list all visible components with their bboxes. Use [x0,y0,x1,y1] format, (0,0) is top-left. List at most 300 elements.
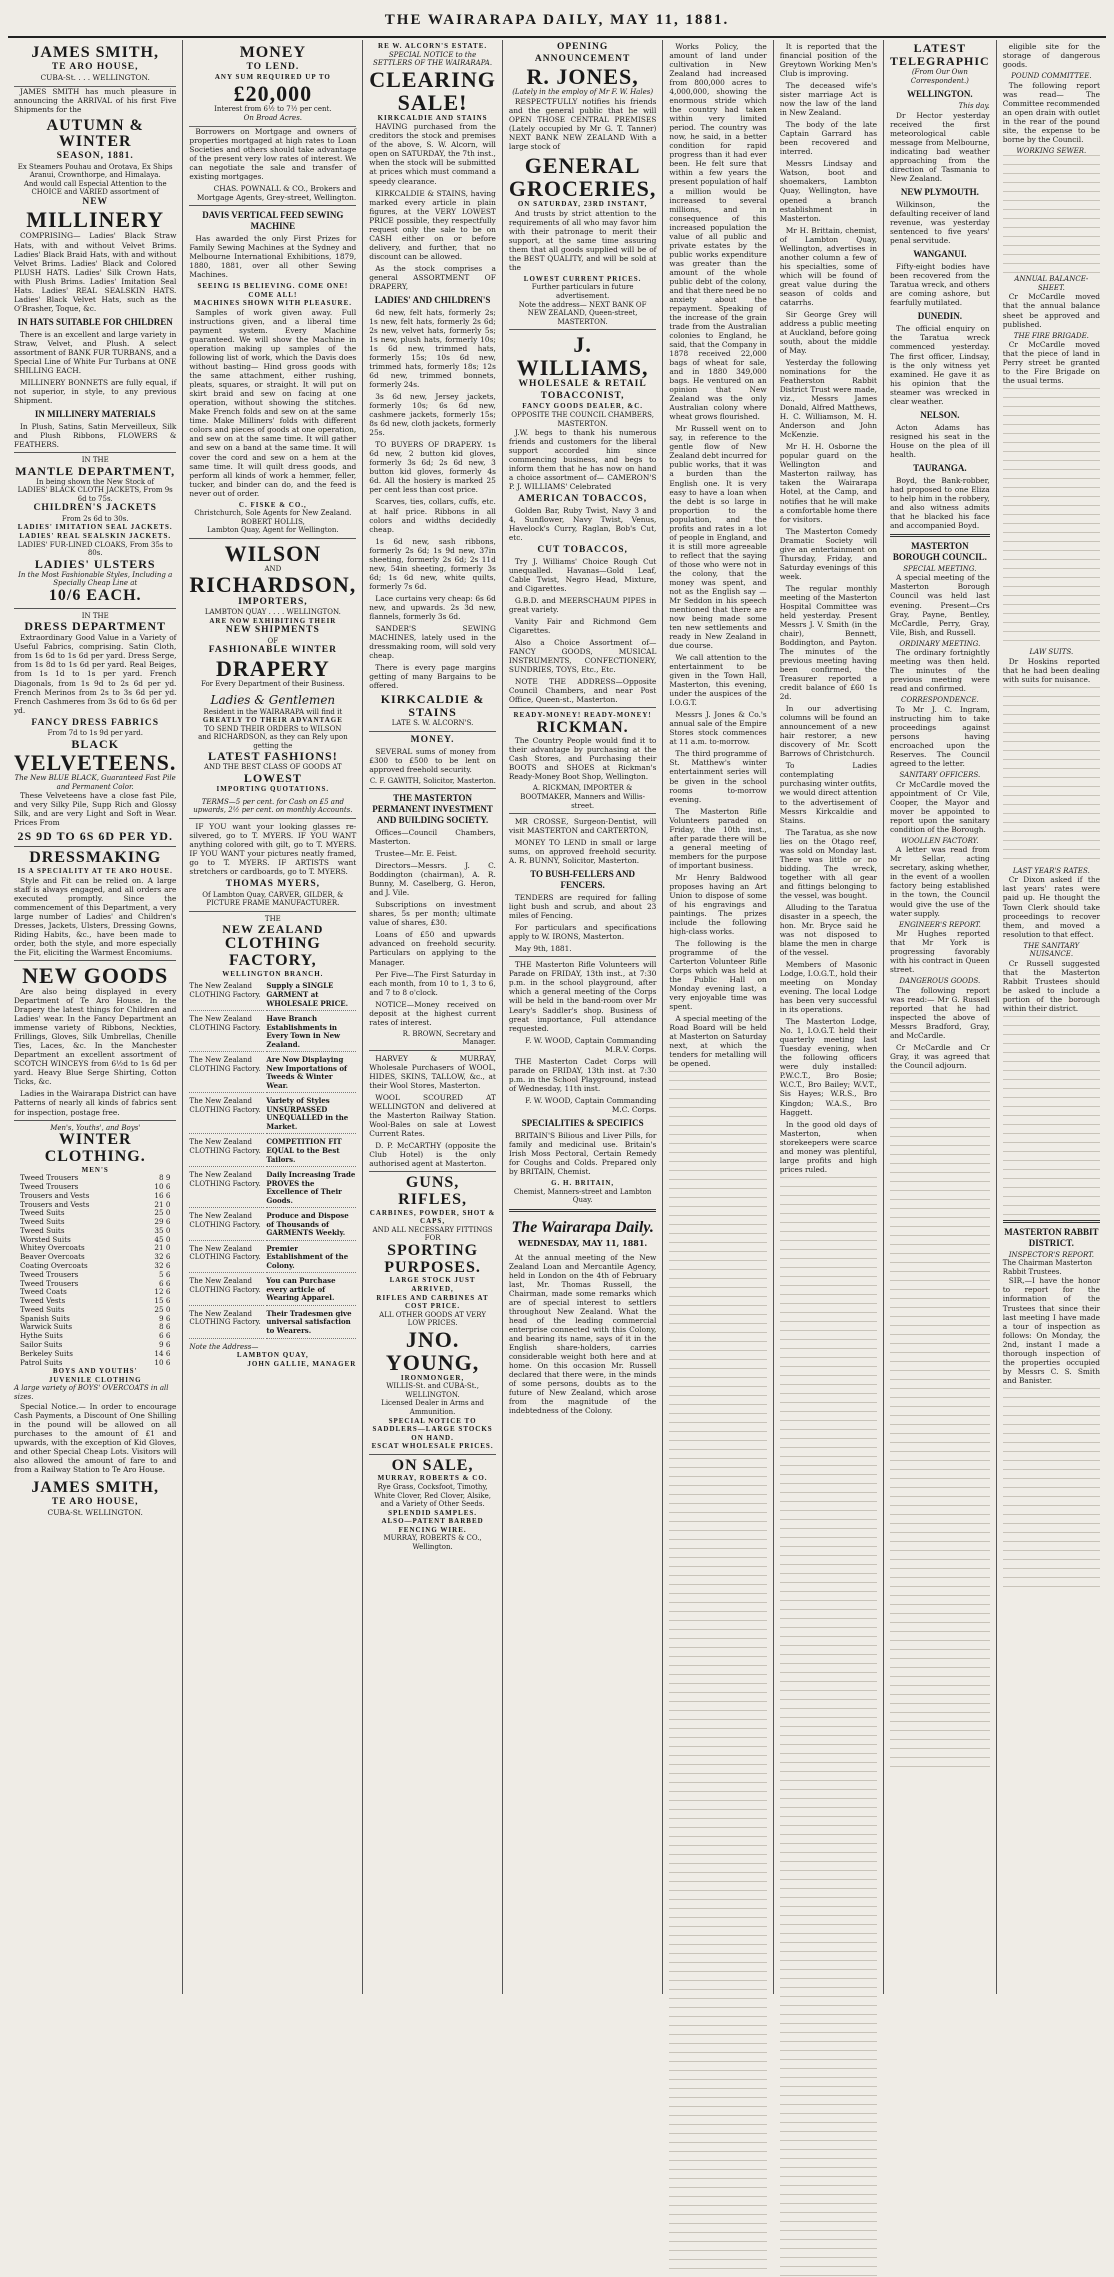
engineers-text: Mr Hughes reported that Mr York is progressing favorably with his contract in Queen street. [890,929,990,975]
dress-text: Extraordinary Good Value in a Variety of Useful Fabrics, comprising. Satin Cloth, from 1s 6d to 1s 6d per yard. Dress Serge, from 1s 8d to 1s 6d per yard. Real Beiges, from 1s 1d to 1s per yard. French Diagonals, from 1s 9d to 2s 6d per yd. French Merinos from 2s to 3s 6d per yd. French Cashmeres from 3s 6d to 6s 6d per yd. [14,633,177,715]
millinery-heading: MILLINERY [26,207,165,233]
text-block [1003,155,1100,275]
wellington: WELLINGTON. [907,89,973,100]
country: The Country People would find it to their advantage by purchasing at the Cash Stores, and Purchasing their BOOTS and SHOES at Rickman's Ready-Money Boot Shop, Wellington. [508,736,657,782]
dressmaking-text: Style and Fit can be relied on. A large staff is always engaged, and all orders are executed promptly. Since the commencement of this Department, a very large number of Ladies' and Children's Dresses, Jackets, Ulsters, Dressing Gowns, Riding Habits, &c., have been made to order, both the style, and more especially the Fit, eliciting the Warmest Encomiums. [14,875,177,957]
factory-right: Have Branch Establishments in Every Town in New Zealand. [266,1013,356,1052]
money-text: Borrowers on Mortgage and owners of properties mortgaged at high rates to Loan Societies and others should take advantage of the present very low rates of interest. We can negotiate the sale and transfer of existing mortgages. [189,127,357,182]
ships-text: Ex Steamers Pouhau and Orotava, Ex Ships Aranui, Crownthorpe, and Himalaya. [17,162,173,180]
myers: THOMAS MYERS, [225,878,320,889]
factory-right: Are Now Displaying New Importations of Tweeds & Winter Wear. [266,1054,356,1093]
fancy-dealer: FANCY GOODS DEALER, &C. [522,402,644,411]
ulsters-sub: In the Most Fashionable Styles, Including a Specially Cheap Line at [18,570,173,588]
interest: Interest from 6½ to 7½ per cent. [214,105,332,113]
bush: TO BUSH-FELLERS AND FENCERS. [530,869,636,891]
third: The third programme of St. Matthew's winter entertainment series will be given in the school rooms to-morrow evening. [669,749,767,804]
price-item: Tweed Suits [20,1217,65,1227]
groceries: GENERAL GROCERIES, [508,152,657,202]
factory-left: The New Zealand CLOTHING Factory. [189,1095,264,1134]
np-text: Wilkinson, the defaulting receiver of land revenue, was yesterday sentenced to five years' penal servitude. [890,200,990,246]
column-5 [663,40,773,1994]
williams: J. WILLIAMS, [516,332,649,381]
insolvency: In our advertising columns will be found an announcement of a new hair restorer, a new discovery of Mr. Scott Barrows of Christchurch. [779,704,878,759]
mantle-items: LADIES' BLACK CLOTH JACKETS, From 9s 6d to 75s. [17,486,173,503]
thornton: Messrs Lindsay and Watson, boot and shoemakers, Lambton Quay, Wellington, have opened a branch establishment in Masterton. [779,159,878,223]
dressmaking-sub: IS A SPECIALITY AT TE ARO HOUSE. [17,867,173,876]
firm-address: CUBA-St. . . . WELLINGTON. [40,73,150,83]
price-value: 15 6 [154,1296,171,1306]
ordinary: ORDINARY MEETING. [899,639,981,648]
price-value: 6 6 [158,1278,171,1288]
factory-left: The New Zealand CLOTHING Factory. [189,980,264,1011]
importing: IMPORTING QUOTATIONS. [216,785,330,794]
young-addr: WILLIS-St. and CUBA-St., WELLINGTON. [386,1382,479,1399]
law-text: Dr Hoskins reported that he had been dealing with suits for nuisance. [1002,656,1101,684]
rifle-parade: THE Masterton Rifle Volunteers will Parade on FRIDAY, 13th inst., at 7:30 p.m. in the school playground, after which a general meeting of the Corps will be held in the band-room over Mr Leary's Saddler's shop. Business of great importance, Full attendance requested. [508,960,657,1033]
sanitary-text: Cr McCardle moved the appointment of Cr Vile, Cooper, the Mayor and mover be appointed to report upon the sanitary condition of the Borough. [890,779,990,834]
choice-text: And would call Especial Attention to the CHOICE and VARIED assortment of [23,179,167,197]
price-value: 8 6 [158,1322,171,1332]
ulsters-price: 10/6 EACH. [48,586,142,604]
woollen-text: A letter was read from Mr Sellar, acting secretary, asking whether, in the event of a woollen factory being established in the town, the Council would give the use of the water supply. [890,845,990,918]
other-goods: ALL OTHER GOODS AT VERY LOW PRICES. [379,1310,486,1328]
mccarthy: D. P. McCARTHY (opposite the Club Hotel) is the only authorised agent at Masterton. [369,1141,496,1169]
council: MASTERTON BOROUGH COUNCIL. [892,540,987,562]
dress-heading: DRESS DEPARTMENT [24,619,167,634]
manager: JOHN GALLIE, MANAGER [247,1359,357,1368]
price-value: 8 9 [158,1173,171,1183]
for-every: For Every Department of their Business. [200,679,345,688]
lambton: LAMBTON QUAY . . . . WELLINGTON. [204,608,341,617]
blind: In the good old days of Masterton, when storekeepers were scarce and money was plentiful, large profits and high prices ruled. [779,1119,878,1174]
samples: SPLENDID SAMPLES. [388,1508,478,1517]
tenders: TENDERS are required for falling light bush and scrub, and about 23 miles of Fencing. [508,893,657,921]
concerts: We call attention to the entertainment to be given in the Town Hall, Masterton, this evening, under the auspices of the I.O.G.T. [669,653,767,708]
clearing-sale: CLEARING SALE! [369,66,496,115]
mantle-pre: IN THE [81,456,109,465]
further: Further particulars in future advertisement. [531,283,634,300]
article2: Mr Russell went on to say, in reference to the gentle flow of New Zealand debt incurred for public works, that it was a burden than the English one. It is very easy to have a loan when the debt is so large in proportion to the population, and the profits and rates in a lot of people in England, and it is still more agreeable to reflect that the saying of those who were not in the colony, that the money was spent, and not as the English say — Mr Seddon in his speech mentioned that there are now being made some ten new settlements and ready in New Zealand in due course. [669,424,767,651]
price-value: 12 6 [154,1287,171,1297]
club: It is reported that the financial position of the Greytown Working Men's Club is improving. [779,42,878,79]
price-item: Berkeley Suits [20,1348,73,1358]
price-item: Spanish Suits [20,1313,70,1323]
seeing-believing: SEEING IS BELIEVING. COME ONE! COME ALL! [197,282,349,299]
price-item: Tweed Trousers [20,1278,79,1288]
woods: F. W. WOOD, Captain Commanding M.R.V. Corps. [525,1035,657,1054]
nominations: Yesterday the following nominations for the Featherston Rabbit District Trust were made, viz., Messrs James Donald, Alfred Matthews, H. C. Williamson, M. H. Anderson and John McKenzie. [779,358,878,440]
on-sale: ON SALE, [391,1456,474,1474]
price-item: Tweed Trousers [20,1269,79,1279]
text-block [1003,687,1100,867]
price-value: 9 6 [158,1313,171,1323]
boys-heading: BOYS AND YOUTHS' [52,1367,138,1376]
also: Also a Choice Assortment of— FANCY GOODS, MUSICAL INSTRUMENTS, CONFECTIONERY, SUNDRIES, TOYS, Etc., Etc. [508,637,657,674]
clothing-factory: CLOTHING FACTORY, [224,935,321,970]
lowest: LOWEST [243,771,302,786]
column-3 [363,40,503,1994]
season-year: SEASON, 1881. [56,151,134,162]
davis-more: Samples of work given away. Full instructions given, and a liberal time payment system. Every Machine guaranteed. We will show the Machine in operation making up samples of the following list of work, which the Davis does without basting— Hind gross goods with the same attachment, either rushing, pleats, squares, or straight. It will put on skirt braid and sew on facing at one operation, without showing the stitches. Make French folds and sew on at the same time. Make Milliners' folds with different colors and pieces of goods at one operation, and sew on at the same time. It will gather and sew on a band at the same time. It will cover the cord and sew on a hem at the same time. It will quilt dress goods, and perform all kinds of work a hemmer, feller, tucker, and binder can do, and the feed is never out of order. [189,308,357,498]
exhibiting: ARE NOW EXHIBITING THEIR [209,616,337,625]
velveteens-text: These Velveteens have a close fast Pile, and very Silky Pile, Supp Rich and Glossy Silk, and are very Light and Soft in Wear. Prices From [14,791,177,828]
loan-amount: £20,000 [233,80,313,106]
factory-left: The New Zealand CLOTHING Factory. [189,1210,264,1241]
factory-left: The New Zealand CLOTHING Factory. [189,1243,264,1274]
intro-text: JAMES SMITH has much pleasure in announcing the ARRIVAL of his first Five Shipments for the [14,87,177,115]
text-block [1003,1388,1100,1588]
price-value: 10 6 [154,1181,171,1191]
send-orders: TO SEND THEIR ORDERS to WILSON [204,724,342,733]
new-shipments: NEW SHIPMENTS [225,625,320,636]
specialities: SPECIALITIES & SPECIFICS [521,1117,644,1128]
latest-fashions: LATEST FASHIONS! [208,749,338,764]
cricket: The following is the programme of the Carterton Volunteer Rifle Corps which was held at the Public Hall on Monday evening last, a very enjoyable time was spent. [669,939,767,1012]
telegrams-sub: (From Our Own Correspondent.) [910,68,969,85]
of-label: OF [267,636,279,645]
price-item: Warwick Suits [20,1322,73,1332]
price-value: 25 0 [154,1208,171,1218]
concert: The Masterton Comedy Dramatic Society will give an entertainment on Thursday, Friday, and Saturday evenings of this week. [779,526,878,581]
committee-text: The following report was read— The Committee recommended an open drain with outlet in the rear of the pound site, the expense to be borne by the Council. [1002,80,1101,144]
note-addr: NOTE THE ADDRESS—Opposite Council Chambers, and near Post Office, Queen-st., Masterton. [508,676,657,704]
sale-items: Rye Grass, Cocksfoot, Timothy, White Clover, Red Clover, Alsike, and a Variety of Other Seeds. [374,1482,491,1509]
wan-text: Fifty-eight bodies have been recovered from the Taratua wreck, and others are coming ashore, but fearfully mutilated. [890,262,990,308]
footer-house: TE ARO HOUSE, [51,1496,139,1507]
per-five: Per Five—The First Saturday in each month, from 10 to 1, 3 to 6, and 7 to 8 o'clock. [369,969,496,997]
address-note: Note the address— NEXT BANK OF NEW ZEALAND, Queen-street, MASTERTON. [518,300,647,326]
fur-cloaks: LADIES' FUR-LINED CLOAKS, From 35s to 80s. [17,540,173,558]
lace: Lace curtains very cheap: 6s 6d new, and upwards. 2s 3d new, flannels, formerly 3s 6d. [369,593,496,621]
ladies-text: 6d new, felt hats, formerly 2s; 1s new, felt hats, formerly 2s 6d; 2s new, velvet hats, formerly 5s; 1s new, plush hats, formerly 10s; 1s 6d new, trimmed hats, formerly 15s; 10s 6d new, trimmed hats, formerly 18s; 12s 6d new, trimmed bonnets, formerly 24s. [369,307,496,390]
tenders2: For particulars and specifications apply to W. IRONS, Masterton. [508,923,657,942]
text-block [890,1073,990,1773]
new-plymouth: NEW PLYMOUTH. [900,187,979,198]
davis-text: Has awarded the only First Prizes for Family Sewing Machines at the Sydney and Melbourne International Exhibitions, 1879, 1880, 1881, over all other Sewing Machines. [189,234,357,280]
hats-text: There is an excellent and large variety in Straw, Velvet, and Plush. A select assortment of BANK FUR TURBANS, and a Special Line of White Fur Turbans at ONE SHILLING EACH. [14,329,177,375]
ladies-gentlemen: Ladies & Gentlemen [210,693,336,708]
sporting: SPORTING PURPOSES. [384,1241,481,1276]
cadets: THE Masterton Cadet Corps will parade on FRIDAY, 13th inst. at 7:30 p.m. in the School Playground, instead of Wednesday, 11th inst. [508,1056,657,1093]
special-notice-settlers: SPECIAL NOTICE to the SETTLERS OF THE WAIRARAPA. [373,50,493,68]
column-4 [503,40,664,1994]
mantle-text: In being shown the New Stock of [36,477,155,486]
column-1 [8,40,183,1994]
factory-grid [189,980,356,1338]
price-value: 35 0 [154,1225,171,1235]
note-addr: Note the Address— [189,1342,259,1351]
factory-right: Variety of Styles UNSURPASSED UNEQUALLED in the Market. [266,1095,356,1134]
new-goods-text: Are also being displayed in every Department of Te Aro House. In the Drapery the latest things for Children and Ladies' wear. In the Fancy Department an immense variety of Ribbons, Neckties, Frillings, Gloves, Silk Umbrellas, Chenille Ties, Laces, &c. In the Manchester Department an excellent assortment of SCOTCH WINCEYS from 6½d to 1s 6d per yard. Heavy Blue Serge Shirting, Cotton Ticks, &c. [14,987,177,1087]
tenders-date: May 9th, 1881. [514,944,572,954]
paper-title: The Wairarapa Daily. [511,1218,654,1236]
jerseys: 3s 6d new, Jersey jackets, formerly 10s; 6s 6d new, cashmere jackets, formerly 15s; 8s 6d new, cloth jackets, formerly 25s. [369,392,496,438]
rickman: RICKMAN. [536,718,629,736]
black-label: BLACK [71,736,120,751]
price-item: Tweed Suits [20,1208,65,1218]
murray2: MURRAY, ROBERTS & CO., Wellington. [383,1534,482,1551]
kirk-text: HAVING purchased from the creditors the stock and premises of the above, S. W. Alcorn, will open on SATURDAY, the 7th inst., when the stock will be submitted at prices which must command a speedy clearance. [369,122,496,186]
rabbit-chairman: The Chairman Masterton Rabbit Trustees. [1002,1259,1093,1276]
dateline: WEDNESDAY, MAY 11, 1881. [518,1238,648,1249]
columns [8,40,1106,1994]
text-block [1003,1016,1100,1216]
factory-right: You can Purchase every article of Wearing Apparel. [266,1275,356,1306]
price-item: Tweed Coats [20,1287,67,1297]
clothing-heading: CLOTHING. [44,1147,146,1165]
price-value: 29 6 [154,1217,171,1227]
price-item: Sailor Suits [20,1340,63,1350]
the-label: THE [264,914,281,923]
richardson: RICHARDSON, [189,572,357,598]
licensed: Licensed Dealer in Arms and Ammunition. [381,1399,484,1416]
ready-money: READY-MONEY! READY-MONEY! [513,711,652,719]
woollen: WOOLLEN FACTORY. [901,836,979,845]
large-stock: LARGE STOCK JUST ARRIVED, [389,1276,476,1294]
price-item: Beaver Overcoats [20,1252,85,1262]
needful: AND ALL NECESSARY FITTINGS FOR [372,1225,493,1243]
velveteens-sub: The New BLUE BLACK, Guaranteed Fast Pile and Permanent Color. [14,774,176,791]
juvenile-heading: JUVENILE CLOTHING [48,1375,142,1384]
dangerous-text: The following report was read:— Mr G. Russell reported that he had inspected the above of Messrs Bradford, Gray, and McCardle. [890,985,990,1040]
money2: MONEY. [410,735,455,745]
last-text: Cr Dixon asked if the last years' rates were paid up. He thought the Town Clerk should take proceedings to recover them, and moved a resolution to that effect. [1002,875,1101,939]
myers-addr: Of Lambton Quay, CARVER, GILDER, & PICTURE FRAME MANUFACTURER. [202,890,344,908]
fiske-addr: Christchurch, Sole Agents for New Zealand. ROBERT HOLLIS, [194,509,352,526]
wool: WOOL SCOURED AT WELLINGTON and delivered at the Masterton Railway Station. Wool-Bales on sale at Lowest Current Rates. [369,1092,496,1139]
wanganui: WANGANUI. [913,249,967,260]
price-item: Coating Overcoats [20,1261,88,1270]
and-rich: and RICHARDSON, as they can Rely upon getting the [198,733,348,750]
dunedin: DUNEDIN. [917,311,962,322]
price-item: Tweed Suits [20,1225,65,1235]
corr-text: To Mr J. C. Ingram, instructing him to take proceedings against persons having encroached upon the Reserves. The Council agreed to the letter. [890,704,990,769]
special-notice: Special Notice.— In order to encourage Cash Payments, a Discount of One Shilling in the pound will be allowed on all purchases to the amount of £1 and upwards, with the exception of Kid Gloves, and other Special Cheap Lots. Visitors will also allowed the amount of fare to and from a Railway Station to Te Aro House. [14,1401,177,1474]
factory-left: The New Zealand CLOTHING Factory. [189,1169,264,1208]
several: SEVERAL sums of money from £300 to £500 to be lent on approved freehold security. [369,746,496,774]
grey: Sir George Grey will address a public meeting at Auckland, before going south, about the middle of May. [779,309,878,355]
factory-left: The New Zealand CLOTHING Factory. [189,1275,264,1306]
lowest-current: LOWEST CURRENT PRICES. [523,274,642,283]
ulsters-heading: LADIES' ULSTERS [34,556,156,571]
on-broad: On Broad Acres. [243,113,303,122]
price-row [14,1359,176,1368]
pipes: G.B.D. and MEERSCHAUM PIPES in great variety. [508,595,657,614]
annual-text: Cr McCardle moved that the annual balance sheet be approved and published. [1002,292,1101,329]
dressmaking-heading: DRESSMAKING [29,849,162,867]
assortment: As the stock comprises a general ASSORTMENT OF DRAPERY, [369,263,496,291]
road: A special meeting of the Road Board will be held at Masterton on Saturday next, at which the tenders for metalling will be opened. [669,1014,767,1069]
on-sat: ON SATURDAY, 23RD INSTANT, [517,200,648,209]
council-special: SPECIAL MEETING. [903,564,977,573]
tauranga: TAURANGA. [913,462,967,473]
millinery-items: COMPRISING— Ladies' Black Straw Hats, with and without Velvet Brims. Ladies' Black Braid Hats, with and without Velvet Brims. Ladies' Black and Colored PLUSH HATS. Ladies' Silk Crown Hats, with Plush Brims. Ladies' Imitation Seal Hats. Ladies' REAL SEALSKIN HATS. Ladies' Black Velvet Hats, such as the O'Brasher, Toque, &c. [14,231,177,313]
annual: ANNUAL BALANCE-SHEET. [1014,275,1089,292]
boots: Messrs J. Jones & Co.'s annual sale of the Empire Stores stock commences at 11 a.m. to-morrow. [669,710,767,747]
fiske: C. FISKE & CO., [238,500,307,509]
bonnets-text: MILLINERY BONNETS are fully equal, if not superior, in style, to any previous Shipment. [14,377,177,405]
mantle-heading: MANTLE DEPARTMENT, [15,463,176,478]
trustee: Trustee—Mr. E. Feist. [375,849,458,859]
silks: Scarves, ties, collars, cuffs, etc. at half price. Ribbons in all colors and widths decidedly cheap. [369,497,496,534]
best-class: AND THE BEST CLASS OF GOODS AT [204,763,342,772]
garrard: The body of the late Captain Garrard has been recovered and interred. [779,120,878,157]
new-label: NEW [82,196,109,207]
to-lend: TO LEND. [246,61,300,72]
materials-text: In Plush, Satins, Satin Merveilleux, Silk and Plush Ribbons, FLOWERS & FEATHERS. [14,421,177,449]
dangerous: DANGEROUS GOODS. [899,977,981,986]
eliott: Mr H. Brittain, chemist, of Lambton Quay, Wellington, advertises in another column a few of his specialties, some of which will be found of great value during the season of colds and catarrhs. [779,225,878,307]
price-item: Tweed Trousers [20,1173,79,1183]
opposite: OPPOSITE THE COUNCIL CHAMBERS, MASTERTON. [511,410,654,428]
jones-trust: And trusts by strict attention to the requirements of all who may favor him with their patronage to merit their support, at the same time assuring them that all goods supplied will be of the BEST QUALITY, and will be sold at the [508,208,657,272]
wellington-text: Dr Hector yesterday received the first meteorological cable message from Melbourne, indicating bad weather approaching from the direction of Tasmania to New Zealand. [890,110,990,184]
text-block [1003,388,1100,648]
notice-dep: NOTICE—Money received on deposit at the highest current rates of interest. [369,999,496,1027]
ordinary-text: The ordinary fortnightly meeting was then held. The minutes of the previous meeting were read and confirmed. [890,648,990,694]
price-value: 45 0 [154,1234,171,1244]
cut-text: Try J. Williams' Choice Rough Cut unequalled. Havanas—Gold Leaf, Cable Twist, Negro Head, Mixture, and Cigarettes. [508,556,657,593]
factory-left: The New Zealand CLOTHING Factory. [189,1054,264,1093]
price-value: 14 6 [154,1348,171,1358]
good-templars: Members of Masonic Lodge, I.O.G.T., hold their meeting on Monday evening. The local Lodge has been very successful in its operations. [779,960,878,1015]
brands: Golden Bar, Ruby Twist, Navy 3 and 4, Sunflower, Navy Twist, Venus, Havelock's Curry, Raglan, Bob's Cut, etc. [508,505,657,542]
column-6 [774,40,884,1994]
flannels: 1s 6d new, sash ribbons, formerly 2s 6d; 1s 9d new, 37in sheeting, formerly 2s 6d; 2s 11d new, 54in sheeting, formerly 3s 6d; 1s 6d new, white quilts, formerly 7s 6d. [369,536,496,591]
price-value: 10 6 [154,1357,171,1367]
jones: R. JONES, [526,64,639,90]
price-item: Hythe Suits [20,1331,63,1341]
factory-right: Daily Increasing Trade PROVES the Excellence of Their Goods. [266,1169,356,1208]
dress-pre: IN THE [81,611,109,620]
notice-saddlers: SPECIAL NOTICE TO SADDLERS—LARGE STOCKS ON HAND. [372,1416,493,1442]
late-alcorn: LATE S. W. ALCORN'S. [391,719,474,728]
cr-text: Cr McCardle and Cr Gray, it was agreed that the Council adjourn. [890,1042,990,1071]
reports: The regular monthly meeting of the Masterton Hospital Committee was held yesterday. Present Messrs J. V. Smith (in the chair), Bennett, Boddington, and Payton. The minutes of the previous meeting having been confirmed, the Treasurer reported a credit balance of £60 1s 2d. [779,583,878,702]
fencing: ALSO—PATENT BARBED FENCING WIRE. [381,1517,484,1534]
fashionable-winter: FASHIONABLE WINTER [208,645,337,656]
council-text: A special meeting of the Masterton Borough Council was held last evening. Present—Crs Gray, Payne, Bentley, McCardle, Perry, Gray, Vile, Bish, and Russell. [890,573,990,637]
money-lend: MONEY TO LEND in small or large sums, on approved freehold security. A. R. BUNNY, Solicitor, Masterton. [508,838,657,866]
inspectors: INSPECTOR'S REPORT. [1008,1250,1095,1259]
factory-right: Produce and Dispose of Thousands of GARMENTS Weekly. [266,1210,356,1241]
eligible: eligible site for the storage of dangerous goods. [1002,42,1101,70]
greatly: GREATLY TO THEIR ADVANTAGE [202,716,343,725]
taratua: The Taratua, as she now lies on the Otago reef, was sold on Monday last. There was little or no bidding. The wreck, together with all gear and fittings belonging to the vessel, was bought. [779,827,878,900]
price-item: Tweed Trousers [20,1181,79,1191]
article: Works Policy, the amount of land under cultivation in New Zealand had increased from 800,000 acres to 4,000,000, showing the enormous stride which the country had taken within very limited period. The country was now, he said, in a better condition for rapid progress than it had ever been. He felt sure that within a few years the present population of half a million would be increased to several millions, and in consequence of this increased population the value of all public and private estates by the public works expenditure was greater than the amount of the whole public debt of the colony, and that there need be no anxiety about the repayment. Speaking of the increase of the grain trade from the Australian colonies to England, he said, that the Company in 1878 received 22,000 bags of wheat for sale, and in 1880 349,000 bags. He ventured on an opinion that New Zealand was the only Australian colony where wheat grows flourished. [669,42,767,422]
law: LAW SUITS. [1029,648,1074,657]
factory-left: The New Zealand CLOTHING Factory. [189,1308,264,1339]
column-7 [884,40,997,1994]
price-item: Patrol Suits [20,1357,63,1367]
gloves: TO BUYERS OF DRAPERY. 1s 6d new, 2 button kid gloves, formerly 3s 6d; 2s 6d new, 3 button kid gloves, formerly 4s 6d. All the hosiery is marked 25 per cent less than cost price. [369,440,496,495]
taur-text: Boyd, the Bank-robber, had proposed to one Eliza to help him in the robbery, and also witness admits that he blacked his face and accompanied Boyd. [890,475,990,530]
wellington-date: This day. [958,102,990,111]
last-years: LAST YEAR'S RATES. [1012,866,1090,875]
price-value: 21 0 [154,1199,171,1209]
jones-sub: (Lately in the employ of Mr F. W. Hales) [512,88,654,97]
house-name: TE ARO HOUSE, [51,61,139,72]
nz-heading: NEW ZEALAND [222,922,324,937]
wilson-and: AND [264,564,282,573]
fire-brigade: THE FIRE BRIGADE. [1013,331,1089,340]
price-item: Whitey Overcoats [20,1243,85,1253]
alluding: Alluding to the Taratua disaster in a speech, the hon. Mr. Bryce said he was not disposed to blame the men in charge of the vessel. [779,902,878,957]
ladies-seal: LADIES' IMITATION SEAL JACKETS. [17,523,173,532]
kirk2: KIRKCALDIE & STAINS [380,692,485,720]
correspondence: CORRESPONDENCE. [901,696,979,705]
pound-committee: POUND COMMITTEE. [1011,72,1092,81]
wood2: F. W. WOOD, Captain Commanding M.C. Corps. [525,1095,657,1114]
price-value: 32 6 [154,1252,171,1262]
factory-left: The New Zealand CLOTHING Factory. [189,1013,264,1052]
crosse: MR CROSSE, Surgeon-Dentist, will visit MASTERTON and CARTERTON, [508,817,657,836]
vanity: Vanity Fair and Richmond Gem Cigarettes. [508,616,657,635]
any-sum: ANY SUM REQUIRED UP TO [214,73,331,82]
murray: MURRAY, ROBERTS & CO. [377,1474,488,1483]
sander: SANDER'S SEWING MACHINES, lately used in the dressmaking room, will sold very cheap. [369,623,496,660]
price-item: Worsted Suits [20,1234,71,1244]
fancy-fabrics: FANCY DRESS FABRICS [31,717,159,728]
materials-heading: IN MILLINERY MATERIALS [34,408,156,419]
directors: Directors—Messrs. J. C. Boddington (chairman), A. R. Bunny, M. Caselberg, G. Heron, and J. Vile. [369,861,496,898]
loans: Loans of £50 and upwards advanced on freehold security. Particulars on applying to the Manager. [369,930,496,967]
factory-right: Premier Establishment of the Colony. [266,1243,356,1274]
price-value: 6 6 [158,1331,171,1341]
estate: RE W. ALCORN'S ESTATE. [378,42,488,50]
guns-rifles: GUNS, RIFLES, [398,1174,467,1208]
fire-text: Cr McCardle moved that the piece of land in Perry street be granted to the Fire Brigade on the usual terms. [1002,340,1101,386]
editorial: At the annual meeting of the New Zealand Loan and Mercantile Agency, held in London on the 4th of February last, Mr. Thomas Russell, the Chairman, made some remarks which are of special interest to settlers throughout New Zealand. What the head of the leading commercial enterprise connected with this Colony, and bearing its name, says of it in the English share-holders, carries considerable weight both here and at home. On this occasion Mr. Russell declared that there were, in the minds of some persons, doubts as to the future of New Zealand, which arose from the magnitude of the indebtedness of the Colony. [508,1252,657,1416]
offices: Offices—Council Chambers, Masterton. [369,828,496,847]
fiske-addr2: Lambton Quay, Agent for Wellington. [207,526,339,535]
sewer: WORKING SEWER. [1016,146,1087,155]
rickman2: A. RICKMAN, IMPORTER & BOOTMAKER, Manners and Willis-street. [520,784,645,810]
myers-text: IF YOU want your looking glasses re-silvered, go to T. MYERS. IF YOU WANT anything colored with gilt, go to T. MYERS. IF YOU WANT your pictures neatly framed, go to T. MYERS. IF ARTISTS want stretchers or cardboards, go to T. MYERS. [189,821,357,876]
carbines: CARBINES, POWDER, SHOT & CAPS, [369,1208,496,1226]
price-item: Tweed Suits [20,1304,65,1314]
factory-address: LAMBTON QUAY, [236,1351,309,1360]
nelson: NELSON. [920,409,960,420]
price-value: 9 6 [158,1340,171,1350]
brown: R. BROWN, Secretary and Manager. [402,1029,496,1047]
rifles-news: The Masterton Rifle Volunteers paraded on Friday, the 10th inst., after parade there will be a general meeting of members for the purpose of important business. [669,806,767,870]
spec-text: BRITAIN'S Bilious and Liver Pills, for family and medicinal use. Britain's Irish Moss Pectoral, Certain Remedy for Coughs and Colds. Prepared only by BRITAIN, Chemist. [508,1130,657,1176]
gawith: C. F. GAWITH, Solicitor, Masterton. [369,776,496,785]
masthead [8,4,1106,38]
ladies-outfits: To Ladies contemplating purchasing winter outfits, we would direct attention to the advertisement of Messrs Kirkcaldie and Stains. [779,761,878,825]
price-list [14,1174,176,1367]
factory-right: Their Tradesmen give universal satisfaction to Wearers. [266,1308,356,1339]
factory-left: The New Zealand CLOTHING Factory. [189,1136,264,1167]
telegrams-head: LATEST TELEGRAPHIC [890,41,990,69]
harvey: HARVEY & MURRAY, Wholesale Purchasers of WOOL, HIDES, SKINS, TALLOW, &c., at their Wool Stores, Masterton. [369,1053,496,1090]
price-item: Tweed Vests [20,1296,66,1306]
nuisance-text: Cr Russell suggested that the Masterton Rabbit Trustees should be asked to include a portion of the borough within their district. [1002,958,1101,1013]
resident: Resident in the WAIRARAPA will find it [203,707,343,716]
deceased: The deceased wife's sister marriage Act is now the law of the land in New Zealand. [779,81,878,118]
factory-right: Supply a SINGLE GARMENT at WHOLESALE PRICE. [266,980,356,1011]
money-sign: CHAS. POWNALL & CO., Brokers and Mortgage Agents, Grey-street, Wellington. [196,184,357,203]
williams-text: J.W. begs to thank his numerous friends and customers for the liberal support accorded him since commencing business, and begs to inform them that he has now on hand a choice assortment of— CAMERON'S P. J. WILLIAMS' Celebrated [508,428,657,492]
ladies-note: Ladies in the Wairarapa District can have Patterns of nearly all kinds of fabrics sent for inspection, postage free. [14,1089,177,1117]
davis-heading: DAVIS VERTICAL FEED SEWING MACHINE [202,210,344,232]
column-2 [183,40,363,1994]
mens-subhead: MEN'S [81,1165,109,1174]
tobaccos: AMERICAN TOBACCOS, [518,494,648,505]
sanitary: SANITARY OFFICERS. [899,771,981,780]
